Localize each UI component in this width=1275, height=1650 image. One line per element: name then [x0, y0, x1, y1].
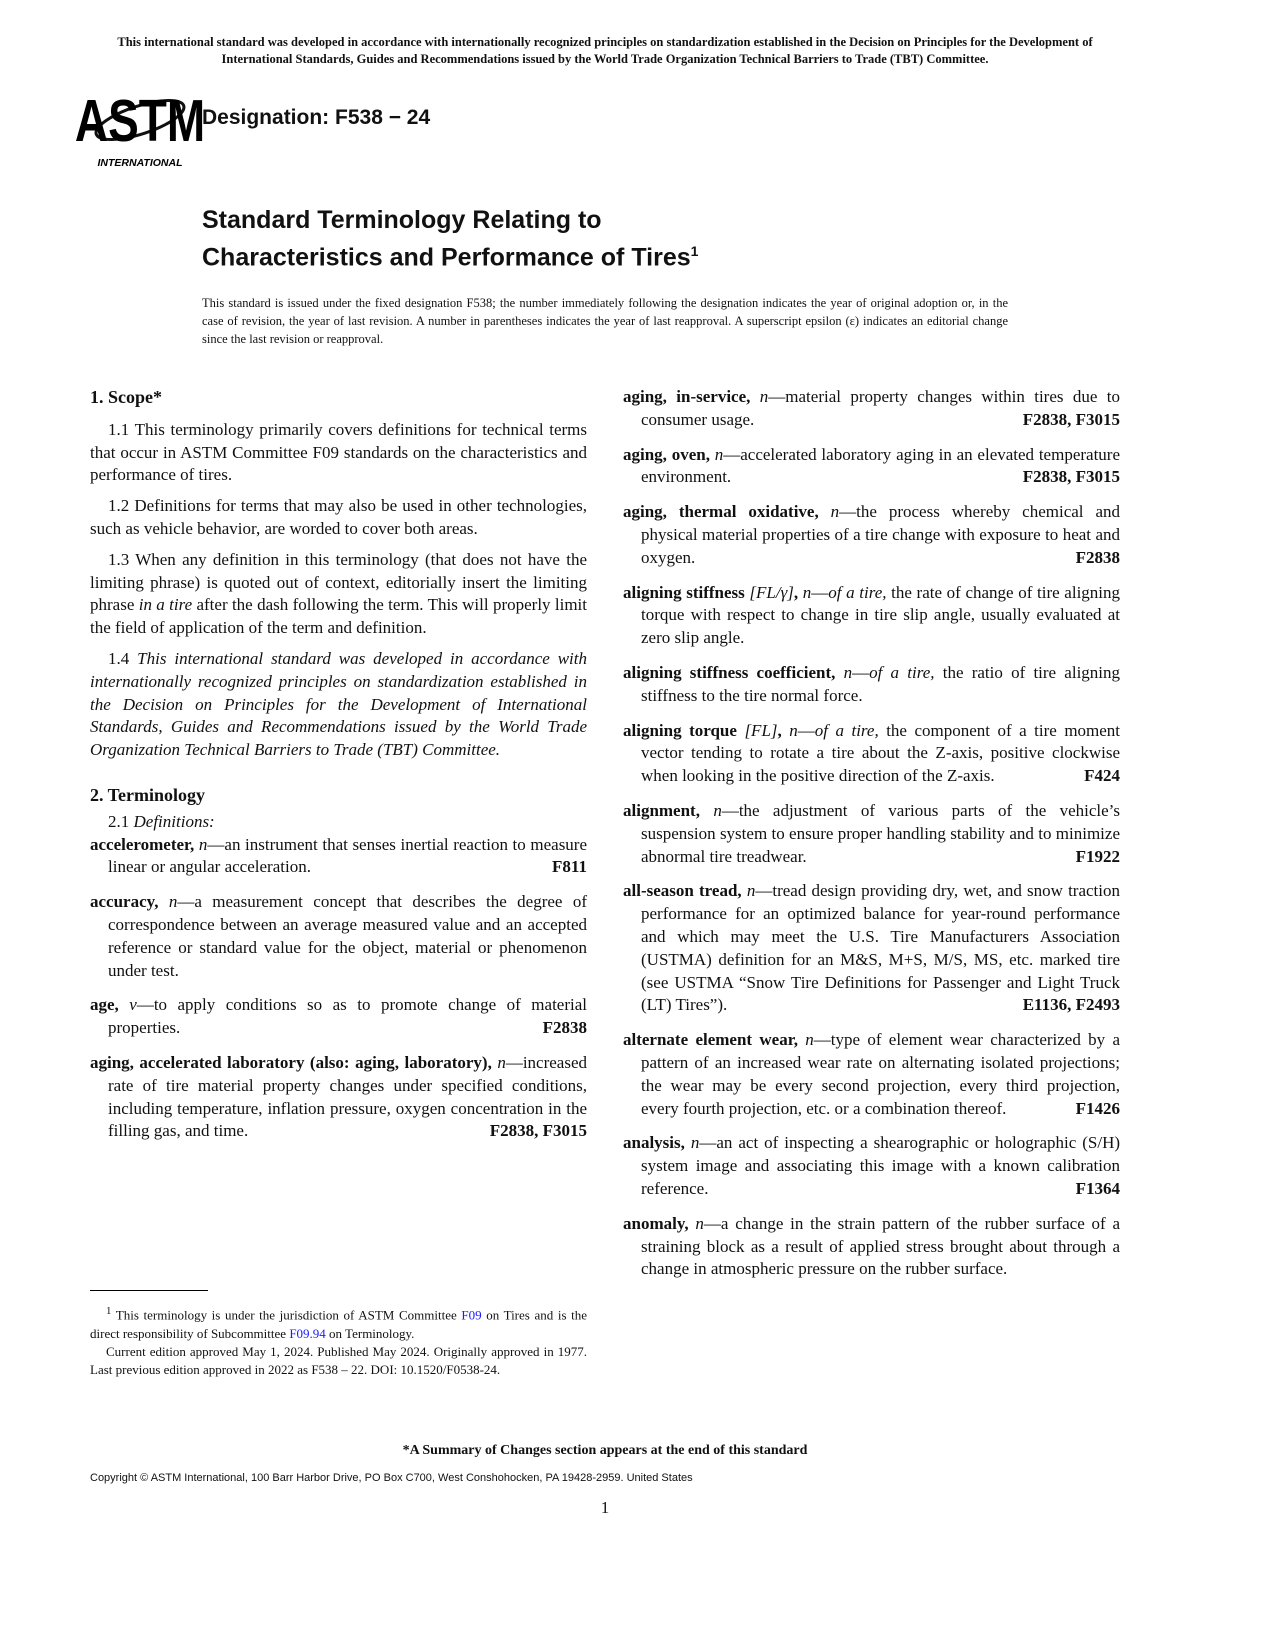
- part-of-speech: n: [695, 1213, 704, 1233]
- term-name: all-season tread,: [623, 881, 742, 901]
- term-entry: accuracy, n—a measurement concept that describes the degree of correspondence between an average measured value and an accepted reference or standard value for the object, material or phenomenon under test.: [90, 892, 587, 980]
- term-name: aligning stiffness coefficient,: [623, 662, 836, 682]
- title-footnote-marker: 1: [690, 243, 699, 259]
- svg-text:ASTM: ASTM: [74, 88, 206, 155]
- wto-notice: This international standard was developed in accordance with internationally recognized principles on standardization established in the Decision on Principles for the Development of International Standards, Guides and Recommendations issued by the World Trade Organization Technical Barriers to Trade (TBT) Committee.: [117, 35, 1093, 66]
- part-of-speech: n: [713, 800, 722, 820]
- subcommittee-link[interactable]: F09.94: [289, 1325, 326, 1341]
- part-of-speech: n: [843, 662, 853, 682]
- term-name: age,: [90, 995, 119, 1015]
- standard-reference: F1426: [1075, 1098, 1120, 1118]
- term-name: alignment,: [623, 800, 700, 820]
- term-name: aligning torque: [623, 720, 737, 740]
- standard-reference: F1364: [1075, 1178, 1120, 1198]
- footnote: $^1$ This terminology is under the jurisdiction of ASTM Committee F09 on Tires and is the direct responsibility of Subcommittee F09.94 on Terminology. Current edition approved May 1, 2024. Published May 2024. Originally approved in 1977. Last previous edition approved in 2022 as F538 – 22. DOI: 10.1520/F0538-24.: [90, 1302, 587, 1379]
- term-unit: [FL]: [744, 720, 778, 740]
- term-name: aging, in-service,: [623, 387, 751, 406]
- footnote-edition: Current edition approved May 1, 2024. Published May 2024. Originally approved in 1977. Last previous edition approved in 2022 as F538 – 22. DOI: 10.1520/F0538-24.: [90, 1343, 587, 1377]
- term-entry: all-season tread, n—tread design providing dry, wet, and snow traction performance for an optimized balance for year-round performance and which may meet the U.S. Tire Manufacturers Association (USTMA) definition for an M&S, M+S, M/S, MS, etc. marked tire (see USTMA “Snow Tire Definitions for Passenger and Light Truck (LT) Tires”). E1136, F2493: [623, 880, 1120, 1017]
- term-definition: the process whereby chemical and physical material properties of a tire change with exposure to heat and oxygen.: [641, 502, 1120, 567]
- scope-heading: 1. Scope*: [90, 387, 162, 407]
- term-name: alternate element wear,: [623, 1030, 798, 1050]
- footnote-rule: [90, 1290, 208, 1291]
- term-name: anomaly,: [623, 1213, 689, 1233]
- term-definition: a change in the strain pattern of the rubber surface of a straining block as a result of applied stress brought about through a change in atmospheric pressure on the rubber surface.: [641, 1213, 1121, 1279]
- summary-note: *A Summary of Changes section appears at the end of this standard: [402, 1443, 808, 1458]
- part-of-speech: n: [497, 1052, 506, 1072]
- term-name: aging, thermal oxidative,: [623, 502, 819, 522]
- term-entry: aligning torque [FL], n—of a tire, the component of a tire moment vector tending to rotate a tire about the Z-axis, positive clockwise when looking in the positive direction of the Z-axis. F424: [623, 720, 1120, 788]
- part-of-speech: n: [759, 387, 769, 406]
- term-entry: accelerometer, n—an instrument that senses inertial reaction to measure linear or angular acceleration. F811: [90, 834, 587, 880]
- term-definition: the component of a tire moment vector tending to rotate a tire about the Z-axis, positive clockwise when looking in the positive direction of the Z-axis.: [641, 720, 1121, 786]
- term-unit: [FL/γ]: [749, 582, 794, 602]
- standard-reference: F424: [1084, 766, 1120, 786]
- term-name: aging, oven,: [623, 444, 710, 464]
- standard-reference: E1136, F2493: [1022, 995, 1120, 1015]
- term-entry: aligning stiffness [FL/γ], n—of a tire, the rate of change of tire aligning torque with respect to change in tire slip angle, usually evaluated at zero slip angle.: [623, 582, 1121, 648]
- part-of-speech: n: [714, 444, 724, 464]
- scope-1-3: 1.3 When any definition in this terminology (that does not have the limiting phrase) is quoted out of context, editorially insert the limiting phrase in a tire after the dash following the term. This will properly limit the field of application of the term and definition.: [90, 549, 588, 638]
- astm-logo: [74, 84, 206, 170]
- term-qualifier: of a tire,: [869, 662, 935, 682]
- term-definition: an act of inspecting a shearographic or holographic (S/H) system image and associating this image with a known calibration reference.: [641, 1133, 1121, 1198]
- term-entry: aging, accelerated laboratory (also: aging, laboratory), n—increased rate of tire material property changes under specified conditions, including temperature, inflation pressure, oxygen concentration in the filling gas, and time. F2838, F3015: [90, 1052, 587, 1143]
- term-name: analysis,: [623, 1133, 685, 1153]
- standard-reference: F2838, F3015: [489, 1121, 587, 1141]
- term-definition: the rate of change of tire aligning torque with respect to change in tire slip angle, usually evaluated at zero slip angle.: [641, 582, 1121, 648]
- term-definition: the adjustment of various parts of the vehicle’s suspension system to ensure proper handling stability and to minimize abnormal tire treadwear.: [641, 800, 1120, 866]
- term-definition: the ratio of tire aligning stiffness to the tire normal force.: [641, 662, 1121, 705]
- term-entry: aligning stiffness coefficient, n—of a tire, the ratio of tire aligning stiffness to the tire normal force.: [623, 662, 1121, 705]
- right-column: [623, 386, 1120, 1293]
- term-definition: type of element wear characterized by a pattern of an increased wear rate on alternating isolated projections; the wear may be every second projection, every third projection, every fourth projection, etc. or a combination thereof.: [641, 1030, 1120, 1118]
- term-qualifier: of a tire,: [814, 720, 879, 740]
- standard-reference: F2838: [1075, 547, 1120, 567]
- committee-link[interactable]: F09: [461, 1307, 482, 1323]
- part-of-speech: n: [168, 892, 178, 912]
- term-entry: alignment, n—the adjustment of various parts of the vehicle’s suspension system to ensure proper handling stability and to minimize abnormal tire treadwear. F1922: [623, 800, 1120, 868]
- scope-1-1: 1.1 This terminology primarily covers definitions for technical terms that occur in ASTM Committee F09 standards on the characteristics and performance of tires.: [90, 419, 587, 485]
- term-entry: aging, thermal oxidative, n—the process whereby chemical and physical material properties of a tire change with exposure to heat and oxygen. F2838: [623, 501, 1120, 569]
- part-of-speech: n: [746, 881, 756, 901]
- term-entry: aging, oven, n—accelerated laboratory aging in an elevated temperature environment. F2838, F3015: [623, 444, 1120, 490]
- standard-reference: F2838, F3015: [1022, 467, 1120, 487]
- term-definition: a measurement concept that describes the degree of correspondence between an average measured value and an accepted reference or standard value for the object, material or phenomenon under test.: [108, 892, 587, 980]
- part-of-speech: n: [789, 720, 798, 740]
- document-title: [202, 205, 698, 273]
- terms-list-right: [623, 386, 1120, 1281]
- copyright: Copyright © ASTM International, 100 Barr Harbor Drive, PO Box C700, West Conshohocken, PA 19428-2959. United States: [90, 1472, 693, 1484]
- title-line-2: Characteristics and Performance of Tires: [202, 243, 691, 272]
- term-name: accuracy,: [90, 892, 159, 912]
- part-of-speech: n: [805, 1030, 814, 1050]
- term-entry: analysis, n—an act of inspecting a shearographic or holographic (S/H) system image and associating this image with a known calibration reference. F1364: [623, 1132, 1120, 1200]
- term-qualifier: of a tire,: [828, 582, 887, 602]
- standard-reference: F1922: [1075, 846, 1120, 866]
- term-name: aging, accelerated laboratory (also: aging, laboratory),: [90, 1052, 492, 1072]
- terms-list-left: [90, 834, 587, 1144]
- left-column: [90, 386, 587, 1155]
- standard-reference: F2838: [542, 1018, 587, 1038]
- page-number: 1: [600, 1498, 610, 1517]
- part-of-speech: n: [198, 834, 208, 854]
- scope-1-4: 1.4 This international standard was developed in accordance with internationally recognized principles on standardization established in the Decision on Principles for the Development of International Standards, Guides and Recommendations issued by the World Trade Organization Technical Barriers to Trade (TBT) Committee.: [90, 648, 587, 760]
- part-of-speech: v: [129, 995, 137, 1015]
- definitions-subheading: 2.1 Definitions:: [108, 811, 215, 831]
- standard-reference: F811: [552, 857, 587, 877]
- svg-text:INTERNATIONAL: INTERNATIONAL: [97, 157, 183, 169]
- standard-reference: F2838, F3015: [1022, 409, 1120, 429]
- issuance-note: This standard is issued under the fixed designation F538; the number immediately following the designation indicates the year of original adoption or, in the case of revision, the year of last revision. A number in parentheses indicates the year of last reapproval. A superscript epsilon (ε) indicates an editorial change since the last revision or reapproval.: [202, 296, 1008, 346]
- designation: Designation: F538 − 24: [202, 106, 431, 129]
- part-of-speech: n: [802, 582, 812, 602]
- term-entry: aging, in-service, n—material property changes within tires due to consumer usage. F2838, F3015: [623, 386, 1120, 432]
- part-of-speech: n: [690, 1133, 700, 1153]
- term-entry: alternate element wear, n—type of element wear characterized by a pattern of an increased wear rate on alternating isolated projections; the wear may be every second projection, every third projection, every fourth projection, etc. or a combination thereof. F1426: [623, 1029, 1120, 1120]
- term-definition: increased rate of tire material property changes under specified conditions, including temperature, inflation pressure, oxygen concentration in the filling gas, and time.: [108, 1052, 587, 1141]
- part-of-speech: n: [830, 502, 840, 522]
- term-entry: age, v—to apply conditions so as to promote change of material properties. F2838: [90, 994, 587, 1040]
- term-definition: accelerated laboratory aging in an elevated temperature environment.: [641, 444, 1120, 487]
- terminology-heading: 2. Terminology: [90, 784, 206, 805]
- term-definition: material property changes within tires due to consumer usage.: [641, 387, 1120, 429]
- scope-1-2: 1.2 Definitions for terms that may also be used in other technologies, such as vehicle behavior, are worded to cover both areas.: [90, 496, 587, 538]
- term-definition: to apply conditions so as to promote change of material properties.: [108, 995, 587, 1038]
- term-name: aligning stiffness: [623, 582, 745, 602]
- term-definition: tread design providing dry, wet, and snow traction performance for an optimized balance for year-round performance and which may meet the U.S. Tire Manufacturers Association (USTMA) definition for an M&S, M+S, M/S, MS, etc. marked tire (see USTMA “Snow Tire Definitions for Passenger and Light Truck (LT) Tires”).: [641, 881, 1121, 1015]
- term-definition: an instrument that senses inertial reaction to measure linear or angular acceleration.: [108, 834, 588, 877]
- title-line-1: Standard Terminology Relating to: [202, 206, 602, 234]
- term-name: accelerometer,: [90, 834, 195, 854]
- term-entry: anomaly, n—a change in the strain pattern of the rubber surface of a straining block as a result of applied stress brought about through a change in atmospheric pressure on the rubber surface.: [623, 1213, 1121, 1279]
